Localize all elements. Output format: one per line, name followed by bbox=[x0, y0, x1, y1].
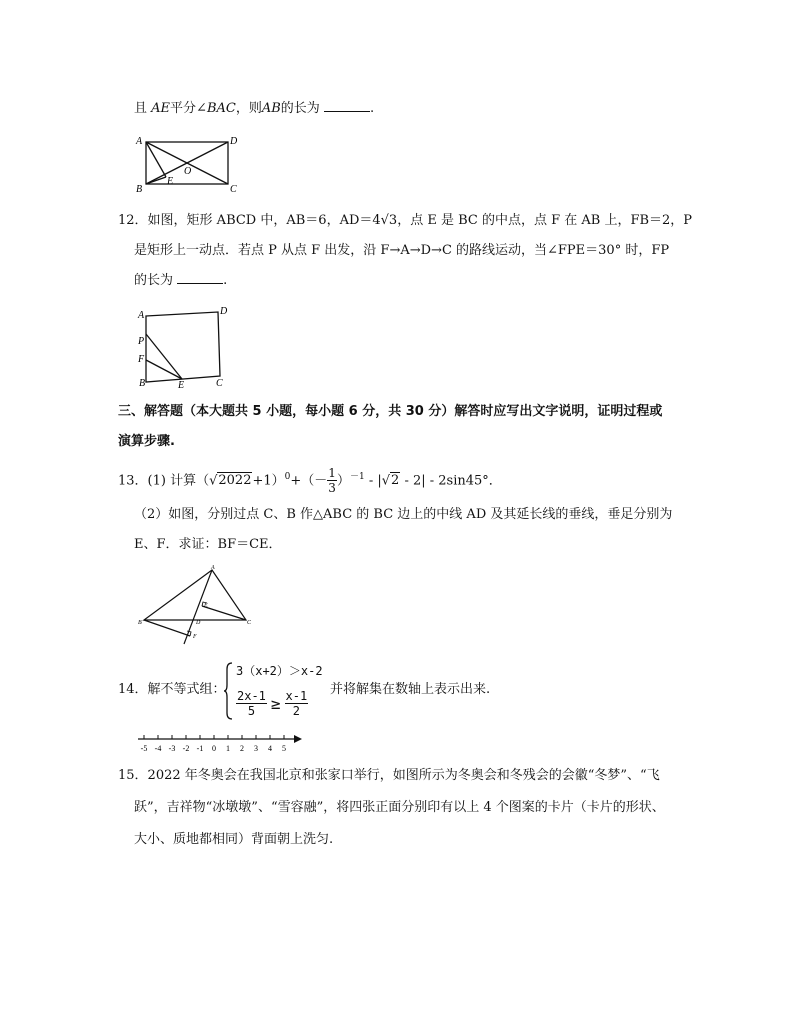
q15-line3: 大小、质地都相同）背面朝上洗匀. bbox=[134, 832, 334, 847]
axis-tick-label: 3 bbox=[254, 744, 258, 753]
q13-label-c: C bbox=[247, 620, 252, 626]
q11-text-mid2: ，则 bbox=[235, 101, 262, 116]
axis-tick-label: 4 bbox=[268, 744, 272, 753]
q14-frac2 bbox=[285, 689, 309, 718]
q13-label-b: B bbox=[138, 620, 142, 626]
q13-plus1: +1） bbox=[252, 473, 285, 489]
q12-label-f: F bbox=[138, 354, 145, 365]
axis-tick-label: 0 bbox=[212, 744, 216, 753]
q14-frac1 bbox=[236, 689, 267, 718]
q11-text-mid: 平分∠ bbox=[170, 101, 207, 116]
q13-label-a: A bbox=[211, 565, 215, 571]
q11-label-o: O bbox=[184, 166, 192, 177]
axis-arrow-icon bbox=[294, 735, 302, 743]
axis-tick-label: -1 bbox=[196, 744, 204, 753]
q12-line3-text: 的长为 bbox=[134, 273, 174, 288]
q13-paren-close: ） bbox=[336, 473, 350, 489]
q13-label-d: D bbox=[196, 620, 201, 626]
q13-part2-line1: （2）如图，分别过点 C、B 作△ABC 的 BC 边上的中线 AD 及其延长线的垂线，垂足分别为 bbox=[134, 507, 673, 522]
q14-frac1-num: 2x-1 bbox=[237, 688, 266, 703]
q13-plus-paren: +（－ bbox=[290, 473, 328, 489]
axis-tick-label: 2 bbox=[240, 744, 244, 753]
q12-line2: 是矩形上一动点．若点 P 从点 F 出发，沿 F→A→D→C 的路线运动，当∠FPE＝30° 时，FP bbox=[134, 243, 670, 258]
q13-abs-post: - 2| - 2sin45°． bbox=[400, 473, 502, 489]
q14-frac1-den: 5 bbox=[247, 703, 256, 718]
q15-line2: 跃”，吉祥物“冰墩墩”、“雪容融”，将四张正面分别印有以上 4 个图案的卡片（卡片的形状、 bbox=[134, 800, 665, 815]
q13-frac-num: 1 bbox=[328, 466, 336, 481]
q13-sqrt2: 2 bbox=[391, 473, 400, 489]
q14-geq: ≥ bbox=[270, 693, 281, 713]
q13-label-f: F bbox=[193, 634, 197, 640]
q13-part2-line2: E、F．求证：BF＝CE． bbox=[134, 537, 282, 552]
q13-sqrt-value: 2022 bbox=[218, 473, 252, 489]
q14-ineq2 bbox=[236, 686, 308, 720]
q13-abs-pre: - | bbox=[364, 473, 382, 489]
q12-rectangle-figure bbox=[134, 304, 234, 388]
q11-label-b: B bbox=[136, 184, 143, 194]
q12-label-b: B bbox=[139, 378, 146, 388]
q11-label-d: D bbox=[230, 136, 238, 147]
q12-label-c: C bbox=[216, 378, 223, 388]
q13-frac-den: 3 bbox=[328, 481, 336, 496]
q13-part1-pre: 13．(1) 计算（ bbox=[118, 473, 210, 489]
axis-tick-label: 1 bbox=[226, 744, 230, 753]
q12-line3 bbox=[134, 271, 227, 291]
q11-text bbox=[134, 99, 374, 119]
q14-ineq1: 3（x+2）＞x-2 bbox=[236, 664, 323, 678]
axis-tick-label: -2 bbox=[182, 744, 190, 753]
q12-label-p: P bbox=[138, 336, 145, 347]
q15-line1: 15．2022 年冬奥会在我国北京和张家口举行，如图所示为冬奥会和冬残会的会徽“冬梦”、“飞 bbox=[118, 768, 660, 783]
q12-label-d: D bbox=[220, 306, 228, 317]
q13-exp0: 0 bbox=[284, 472, 291, 482]
q11-period: . bbox=[369, 101, 375, 116]
q14-number-line bbox=[134, 730, 306, 754]
q12-label-a: A bbox=[138, 310, 145, 321]
q11-ae: AE bbox=[151, 101, 171, 116]
q14-suffix: 并将解集在数轴上表示出来. bbox=[330, 682, 491, 697]
sqrt-icon: √ bbox=[209, 473, 218, 489]
q11-label-e: E bbox=[167, 176, 174, 187]
q14-frac2-num: x-1 bbox=[285, 688, 308, 703]
axis-tick-label: 5 bbox=[282, 744, 286, 753]
section3-heading-line2: 演算步骤. bbox=[118, 434, 175, 449]
q12-label-e: E bbox=[178, 380, 185, 388]
q11-rectangle-figure bbox=[134, 132, 244, 194]
q11-label-a: A bbox=[136, 136, 143, 147]
q12-answer-blank[interactable] bbox=[177, 271, 223, 284]
q13-fraction bbox=[327, 466, 337, 495]
q13-triangle-figure bbox=[136, 562, 256, 650]
q13-part1 bbox=[118, 464, 502, 496]
q14-frac2-den: 2 bbox=[292, 703, 300, 718]
q12-period: . bbox=[223, 273, 228, 288]
q11-ab: AB bbox=[261, 101, 281, 116]
q14-brace bbox=[224, 661, 234, 721]
q11-text-pre: 且 bbox=[134, 101, 152, 116]
axis-tick-label: -5 bbox=[140, 744, 148, 753]
q13-exp-neg1: －1 bbox=[349, 472, 365, 482]
q11-text-post: 的长为 bbox=[280, 101, 320, 116]
sqrt-icon: √ bbox=[381, 473, 391, 489]
axis-tick-label: -3 bbox=[168, 744, 176, 753]
q13-label-e: E bbox=[204, 603, 208, 609]
q11-answer-blank[interactable] bbox=[324, 99, 370, 112]
q11-bac: BAC bbox=[206, 101, 236, 116]
section3-heading-line1: 三、解答题（本大题共 5 小题，每小题 6 分，共 30 分）解答时应写出文字说明，证明过程或 bbox=[118, 404, 663, 419]
q12-line1: 12．如图，矩形 ABCD 中，AB＝6，AD＝4√3，点 E 是 BC 的中点，点 F 在 AB 上，FB＝2，P bbox=[118, 213, 693, 228]
axis-tick-label: -4 bbox=[154, 744, 162, 753]
q14-prefix: 14．解不等式组： bbox=[118, 682, 226, 697]
q11-label-c: C bbox=[230, 184, 237, 194]
